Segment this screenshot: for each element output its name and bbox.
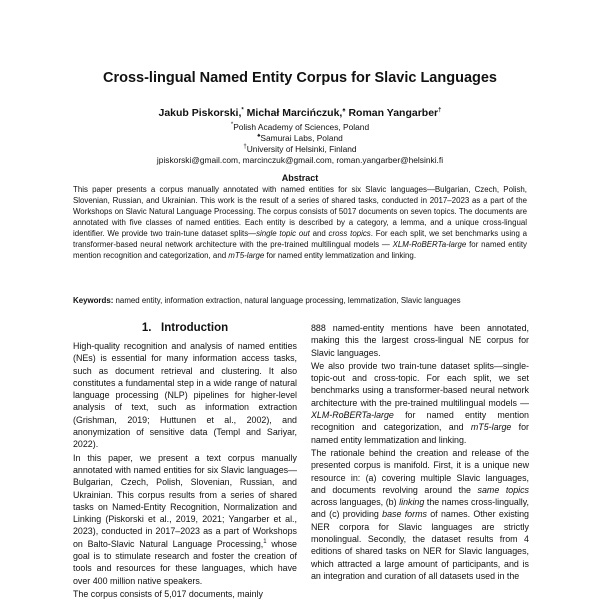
abstract-text: . For each split, we set benchmarks using a transformer-based neural network architecture with the pre-trained multilingual models — <box>73 229 527 250</box>
left-column <box>73 340 297 601</box>
abstract-text: for named entity lemmatization and linking. <box>264 251 417 261</box>
body-paragraph <box>311 360 529 446</box>
right-column <box>311 322 529 583</box>
abstract-text: and <box>309 229 329 239</box>
affiliation-text: University of Helsinki, Finland <box>246 144 357 154</box>
section-title: Introduction <box>161 322 229 334</box>
body-paragraph <box>311 447 529 582</box>
author-name: Michał Marcińczuk, <box>246 107 343 119</box>
author-list <box>0 107 600 119</box>
affiliation-mark: † <box>243 144 247 151</box>
author-name: Jakub Piskorski, <box>158 107 242 119</box>
body-text: for named entity mention recognition and categorization, and <box>311 410 529 433</box>
keywords-label: Keywords: <box>73 296 114 305</box>
body-text: We also provide two train-tune dataset splits—single-topic-out and cross-topic. For each split, we set benchmarks using a transformer-based neural network architecture with the pre-trained multilingual models — <box>311 360 529 408</box>
abstract-heading: Abstract <box>281 173 319 183</box>
abstract-emphasis: single topic out <box>256 229 310 239</box>
affiliation <box>0 122 600 132</box>
affiliation-mark: ♠ <box>257 133 261 140</box>
footnote-mark: 1 <box>263 538 267 545</box>
abstract-body <box>73 184 527 261</box>
body-emphasis: mT5-large <box>470 422 512 433</box>
section-heading <box>73 322 297 334</box>
body-emphasis: XLM-RoBERTa-large <box>311 410 394 421</box>
body-emphasis: same topics <box>477 484 529 495</box>
body-paragraph: The corpus consists of 5,017 documents, mainly <box>73 588 263 599</box>
affiliation-mark: * <box>241 107 244 114</box>
affiliation <box>0 133 600 143</box>
author-name: Roman Yangarber <box>348 107 439 119</box>
abstract-emphasis: mT5-large <box>228 251 265 261</box>
abstract-text: This paper presents a corpus manually annotated with named entities for six Slavic languages—Bulgarian, Czech, Polish, Slovenian, Russian, and Ukrainian. This work is the result of a series of shared tasks, conducted in 2017–2023 as a part of the Workshops on Slavic Natural Language Processing. The corpus consists of 5017 documents on seven topics. The documents are annotated with five classes of named entities. Each entity is described by a category, a lemma, and a unique cross-lingual identifier. We provide two train-tune dataset splits— <box>73 185 527 239</box>
abstract-emphasis: XLM-RoBERTa-large <box>392 240 467 250</box>
section-number: 1. <box>141 322 152 334</box>
abstract-emphasis: cross topics <box>328 229 371 239</box>
affiliation <box>0 144 600 154</box>
body-text: across languages, (b) <box>311 497 400 508</box>
body-emphasis: linking <box>399 497 425 508</box>
affiliation-text: Samurai Labs, Poland <box>260 133 343 143</box>
keywords-text: named entity, information extraction, natural language processing, lemmatization, Slavic languages <box>113 296 461 305</box>
affiliation-mark: ♠ <box>342 107 346 114</box>
body-text: for named entity lemmatization and linking. <box>311 422 530 445</box>
body-text: of names. Other existing NER corpora for Slavic languages are strictly monolingual. Secondly, the dataset results from 4 editions of shared tasks on NER for Slavic languages, which attracted a large amount of participants, and is an integration and curation of all datasets used in the <box>311 509 529 581</box>
affiliation-text: Polish Academy of Sciences, Poland <box>233 122 370 132</box>
affiliation-mark: † <box>438 107 442 114</box>
body-emphasis: base forms <box>382 509 427 520</box>
body-paragraph: High-quality recognition and analysis of named entities (NEs) is essential for many information access tasks, such as document retrieval and clustering. It also constitutes a fundamental step in a wide range of natural language processing (NLP) pipelines for higher-level analysis of text, such as information extraction (Grishman, 2019; Huttunen et al., 2002), and anonymization of sensitive data (Templ and Sariyar, 2022). <box>73 341 297 450</box>
body-text: the names cross-lingually, and (c) providing <box>311 497 530 520</box>
body-paragraph: 888 named-entity mentions have been annotated, making this the largest cross-lingual NE corpus for Slavic languages. <box>311 323 529 358</box>
body-text: whose goal is to stimulate research and foster the creation of tools and resources for these languages, which have over 400 million native speakers. <box>73 538 297 586</box>
paper-title: Cross-lingual Named Entity Corpus for Slavic Languages <box>103 70 497 86</box>
abstract-text: for named entity mention recognition and categorization, and <box>73 240 527 261</box>
body-paragraph <box>73 452 297 587</box>
body-text: The rationale behind the creation and release of the presented corpus is manifold. First, it is a unique new resource in: (a) covering multiple Slavic languages, and documents revolving around the <box>311 447 529 495</box>
keywords <box>73 296 527 305</box>
author-emails: jpiskorski@gmail.com, marcinczuk@gmail.com, roman.yangarber@helsinki.fi <box>156 155 444 165</box>
affiliation-mark: * <box>230 122 234 129</box>
body-text: In this paper, we present a text corpus manually annotated with named entities for six Slavic languages—Bulgarian, Czech, Polish, Slovenian, Russian, and Ukrainian. This corpus results from a series of shared tasks on Named-Entity Recognition, Normalization and Linking (Piskorski et al., 2019, 2021; Yangarber et al., 2023), conducted in 2017–2023 as a part of Workshops on Balto-Slavic Natural Language Processing, <box>73 452 297 549</box>
